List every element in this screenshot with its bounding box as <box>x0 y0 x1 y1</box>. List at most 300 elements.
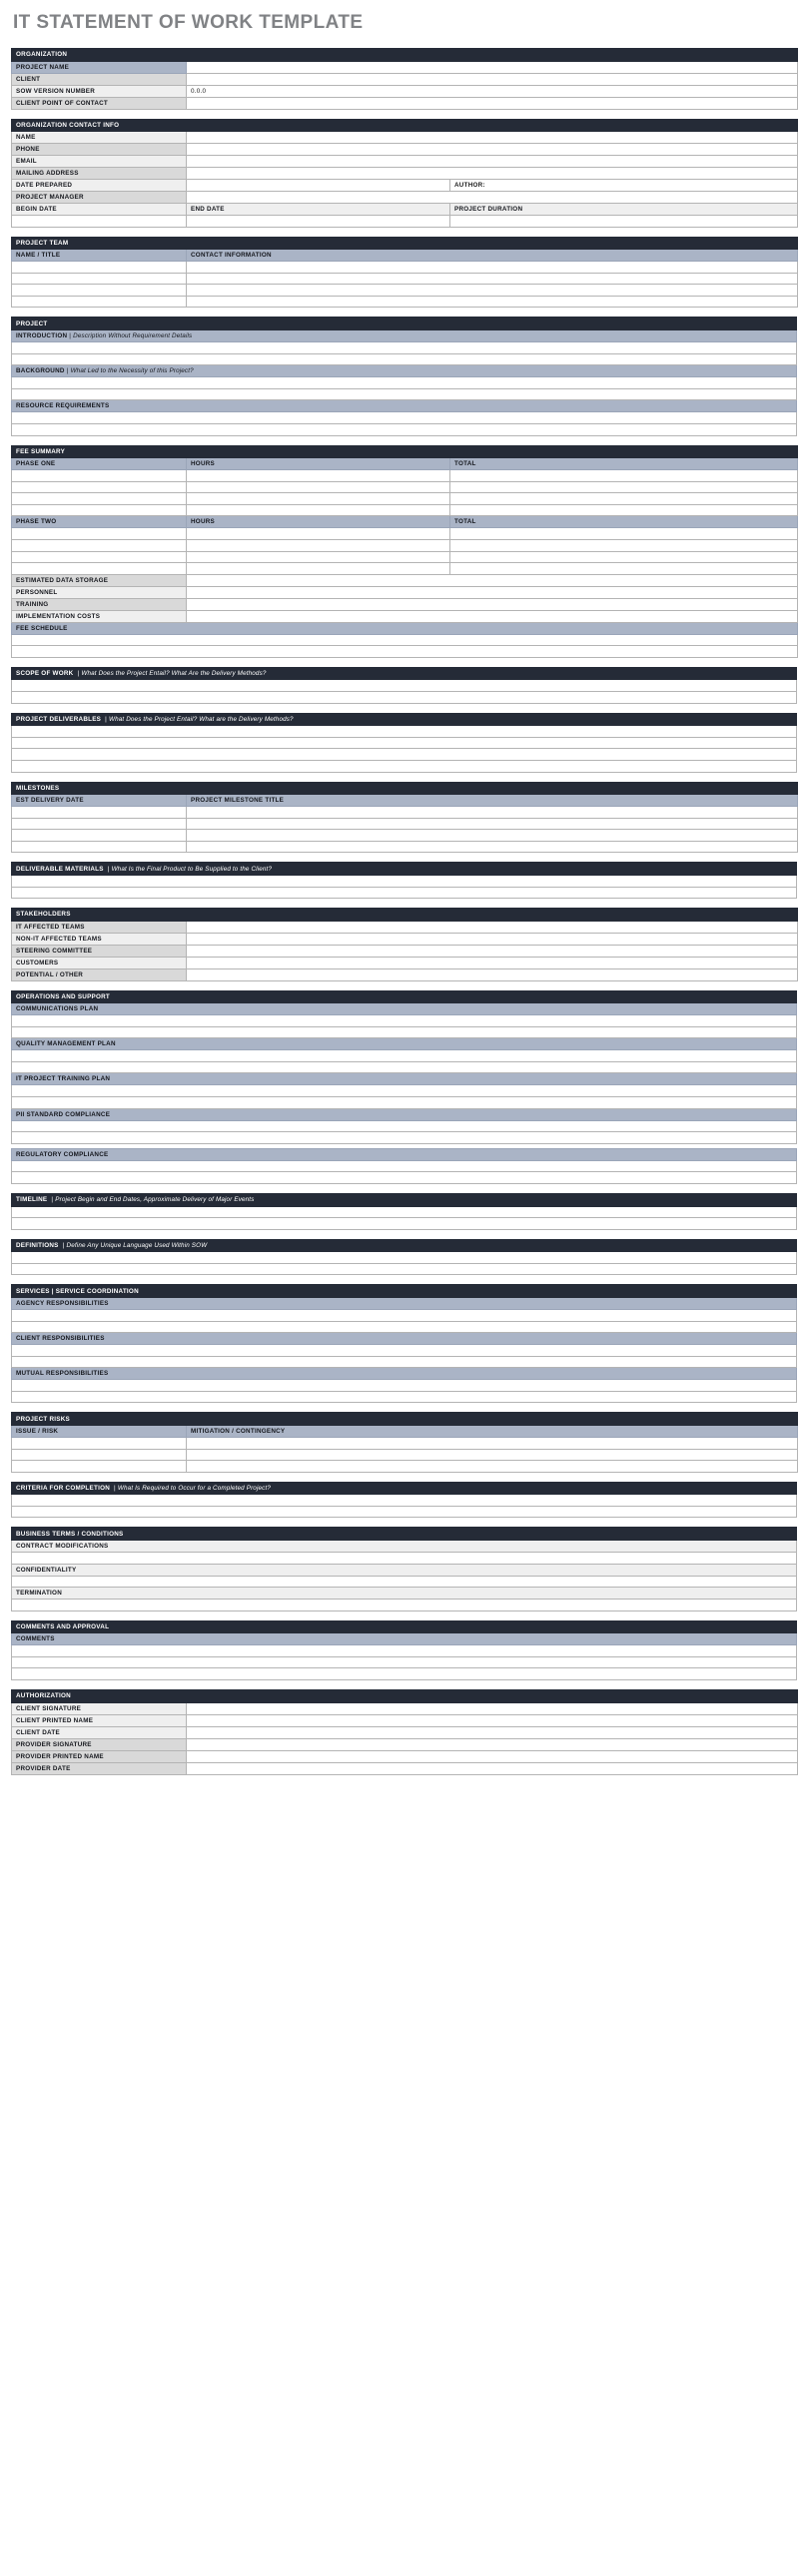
table-row <box>12 945 798 957</box>
column-header-phase-two: PHASE TWO <box>12 516 187 528</box>
section-header-criteria-for-completion <box>12 1482 797 1495</box>
table-row <box>12 841 798 853</box>
table-row <box>12 1413 798 1426</box>
table-row <box>12 1702 798 1714</box>
table-row <box>12 1148 797 1160</box>
cell-milestone-date[interactable] <box>12 807 187 819</box>
table-row <box>12 1645 797 1657</box>
table-row <box>12 968 798 980</box>
table-row <box>12 1252 797 1264</box>
row-label-steering-committee: STEERING COMMITTEE <box>12 945 187 957</box>
row-label: EMAIL <box>12 156 187 168</box>
cell-team-contact[interactable] <box>187 296 798 308</box>
table-row <box>12 204 798 216</box>
scope-of-work-desc: What Does the Project Entail? What Are the Delivery Methods? <box>81 670 267 678</box>
cell-phase-one-total[interactable] <box>450 481 798 493</box>
cell-risk-mitigation[interactable] <box>187 1461 798 1473</box>
resource-requirements-input-line-2[interactable] <box>12 423 797 435</box>
project-team-table <box>11 237 798 309</box>
project-deliverables-input-line-1[interactable] <box>12 726 797 738</box>
column-header-hours: HOURS <box>187 458 450 470</box>
cell-phase-one-item[interactable] <box>12 493 187 505</box>
table-row <box>12 680 797 692</box>
section-header-project-deliverables <box>12 713 797 726</box>
timeline-input-line-1[interactable] <box>12 1206 797 1218</box>
cell-phase-two-hours[interactable] <box>187 540 450 552</box>
table-row <box>12 1437 798 1449</box>
introduction-input-line-1[interactable] <box>12 341 797 353</box>
stakeholders-table <box>11 908 798 981</box>
table-row <box>12 737 797 749</box>
table-row <box>12 1738 798 1750</box>
communications-plan-input-line-1[interactable] <box>12 1015 797 1027</box>
row-value-provider-date[interactable] <box>187 1762 798 1774</box>
table-row <box>12 1297 797 1309</box>
introduction-input-line-2[interactable] <box>12 353 797 365</box>
column-header-project-milestone-title: PROJECT MILESTONE TITLE <box>187 795 798 807</box>
table-row <box>12 1449 798 1461</box>
cell-milestone-title[interactable] <box>187 807 798 819</box>
cell-phase-one-item[interactable] <box>12 504 187 516</box>
cell-phase-two-item[interactable] <box>12 540 187 552</box>
sub-header-communications-plan: COMMUNICATIONS PLAN <box>12 1003 797 1015</box>
cell-team-contact[interactable] <box>187 262 798 274</box>
cell-phase-two-total[interactable] <box>450 563 798 575</box>
table-row <box>12 830 798 842</box>
table-row <box>12 1633 797 1645</box>
table-row <box>12 192 798 204</box>
introduction-label: INTRODUCTION <box>16 331 68 339</box>
row-value-email[interactable] <box>187 156 798 168</box>
timeline-input-line-2[interactable] <box>12 1218 797 1230</box>
row-value-customers[interactable] <box>187 957 798 968</box>
section-header-timeline <box>12 1194 797 1207</box>
table-row <box>12 646 798 658</box>
table-row <box>12 400 797 412</box>
cell-milestone-date[interactable] <box>12 830 187 842</box>
row-label: MAILING ADDRESS <box>12 168 187 180</box>
cell-team-contact[interactable] <box>187 273 798 285</box>
cell-phase-two-item[interactable] <box>12 551 187 563</box>
row-label-project-manager: PROJECT MANAGER <box>12 192 187 204</box>
row-value-implementation-costs[interactable] <box>187 610 798 622</box>
table-row <box>12 1333 797 1345</box>
project-deliverables-input-line-3[interactable] <box>12 749 797 761</box>
scope-of-work-input-line-1[interactable] <box>12 680 797 692</box>
table-row <box>12 1588 797 1600</box>
column-header-name-title: NAME / TITLE <box>12 250 187 262</box>
table-row <box>12 1620 797 1633</box>
row-value-potential-other[interactable] <box>187 968 798 980</box>
table-row <box>12 1085 797 1097</box>
comments-input-line-2[interactable] <box>12 1656 797 1668</box>
timeline-table <box>11 1193 797 1230</box>
cell-phase-two-item[interactable] <box>12 528 187 540</box>
project-deliverables-label: PROJECT DELIVERABLES <box>16 715 102 723</box>
column-header-mitigation-contingency: MITIGATION / CONTINGENCY <box>187 1425 798 1437</box>
project-deliverables-input-line-4[interactable] <box>12 760 797 772</box>
row-label-non-it-affected-teams: NON-IT AFFECTED TEAMS <box>12 933 187 945</box>
quality-management-plan-input-line-2[interactable] <box>12 1061 797 1073</box>
table-row <box>12 598 798 610</box>
cell-risk-mitigation[interactable] <box>187 1437 798 1449</box>
cell-phase-two-hours[interactable] <box>187 551 450 563</box>
table-row <box>12 49 798 62</box>
table-row <box>12 540 798 552</box>
deliverable-materials-input-line-1[interactable] <box>12 875 797 887</box>
row-value-provider-signature[interactable] <box>187 1738 798 1750</box>
table-row <box>12 622 798 634</box>
row-value-project-name[interactable] <box>187 61 798 73</box>
row-value-estimated-data-storage[interactable] <box>187 574 798 586</box>
table-row <box>12 470 798 482</box>
definitions-input-line-1[interactable] <box>12 1252 797 1264</box>
separator-pipe: | <box>69 331 72 339</box>
page-title: IT STATEMENT OF WORK TEMPLATE <box>13 12 364 33</box>
table-row <box>12 990 797 1003</box>
cell-risk-issue[interactable] <box>12 1449 187 1461</box>
fee-schedule-input-line-1[interactable] <box>12 634 798 646</box>
table-row <box>12 1120 797 1132</box>
deliverable-materials-input-line-2[interactable] <box>12 887 797 899</box>
background-label: BACKGROUND <box>16 367 65 375</box>
cell-phase-one-hours[interactable] <box>187 470 450 482</box>
row-label: NAME <box>12 132 187 144</box>
row-label: CLIENT <box>12 73 187 85</box>
table-row <box>12 1003 797 1015</box>
table-row <box>12 528 798 540</box>
separator-pipe: | <box>66 367 69 375</box>
table-row <box>12 634 798 646</box>
pii-standard-compliance-input-line-2[interactable] <box>12 1132 797 1144</box>
table-row <box>12 1762 798 1774</box>
sub-header-comments: COMMENTS <box>12 1633 797 1645</box>
timeline-label: TIMELINE <box>16 1196 48 1204</box>
regulatory-compliance-input-line-1[interactable] <box>12 1160 797 1172</box>
row-value-sow-version[interactable]: 0.0.0 <box>187 85 798 97</box>
separator-pipe: | <box>105 865 110 873</box>
table-row <box>12 1656 797 1668</box>
sub-header-contract-modifications: CONTRACT MODIFICATIONS <box>12 1540 797 1552</box>
it-project-training-plan-input-line-1[interactable] <box>12 1085 797 1097</box>
comments-input-line-1[interactable] <box>12 1645 797 1657</box>
table-row <box>12 875 797 887</box>
row-label: PHONE <box>12 144 187 156</box>
scope-of-work-label: SCOPE OF WORK <box>16 670 74 678</box>
cell-team-name[interactable] <box>12 262 187 274</box>
table-row <box>12 1576 797 1588</box>
row-label-date-prepared: DATE PREPARED <box>12 180 187 192</box>
sub-header-background <box>12 365 797 377</box>
section-header-fee-summary: FEE SUMMARY <box>12 445 798 458</box>
row-value-project-duration[interactable] <box>450 216 798 228</box>
cell-milestone-date[interactable] <box>12 841 187 853</box>
definitions-input-line-2[interactable] <box>12 1263 797 1275</box>
table-row <box>12 1061 797 1073</box>
criteria-for-completion-desc: What Is Required to Occur for a Completed Project? <box>117 1485 272 1492</box>
row-label-training: TRAINING <box>12 598 187 610</box>
column-header-total: TOTAL <box>450 516 798 528</box>
row-label-personnel: PERSONNEL <box>12 586 187 598</box>
cell-team-name[interactable] <box>12 285 187 297</box>
section-header-business-terms: BUSINESS TERMS / CONDITIONS <box>12 1528 797 1541</box>
table-row <box>12 1285 797 1298</box>
table-row <box>12 1564 797 1576</box>
table-row <box>12 1368 797 1380</box>
row-value-project-manager[interactable] <box>187 192 798 204</box>
it-project-training-plan-input-line-2[interactable] <box>12 1097 797 1109</box>
sub-header-pii-standard-compliance: PII STANDARD COMPLIANCE <box>12 1108 797 1120</box>
table-row <box>12 144 798 156</box>
table-row <box>12 237 798 250</box>
sub-header-mutual-responsibilities: MUTUAL RESPONSIBILITIES <box>12 1368 797 1380</box>
row-value-client[interactable] <box>187 73 798 85</box>
criteria-for-completion-input-line-1[interactable] <box>12 1495 797 1507</box>
table-row <box>12 818 798 830</box>
scope-of-work-input-line-2[interactable] <box>12 692 797 704</box>
table-row <box>12 760 797 772</box>
background-input-line-1[interactable] <box>12 377 797 389</box>
section-header-definitions <box>12 1239 797 1252</box>
cell-milestone-title[interactable] <box>187 830 798 842</box>
column-header-est-delivery-date: EST DELIVERY DATE <box>12 795 187 807</box>
table-row <box>12 863 797 876</box>
cell-phase-two-hours[interactable] <box>187 528 450 540</box>
mutual-responsibilities-input-line-2[interactable] <box>12 1391 797 1403</box>
table-row <box>12 957 798 968</box>
table-row <box>12 1690 798 1703</box>
cell-phase-two-hours[interactable] <box>187 563 450 575</box>
cell-phase-one-total[interactable] <box>450 470 798 482</box>
table-row <box>12 156 798 168</box>
table-row <box>12 551 798 563</box>
section-header-comments-and-approval: COMMENTS AND APPROVAL <box>12 1620 797 1633</box>
table-row <box>12 353 797 365</box>
column-header-total: TOTAL <box>450 458 798 470</box>
table-row <box>12 1482 797 1495</box>
cell-risk-issue[interactable] <box>12 1437 187 1449</box>
row-value-provider-printed-name[interactable] <box>187 1750 798 1762</box>
table-row <box>12 1194 797 1207</box>
cell-phase-two-total[interactable] <box>450 540 798 552</box>
table-row <box>12 1309 797 1321</box>
termination-input-line-1[interactable] <box>12 1600 797 1611</box>
row-value-training[interactable] <box>187 598 798 610</box>
table-row <box>12 341 797 353</box>
table-row <box>12 667 797 680</box>
separator-pipe: | <box>103 715 108 723</box>
table-row <box>12 216 798 228</box>
table-row <box>12 807 798 819</box>
table-row <box>12 921 798 933</box>
row-value-phone[interactable] <box>187 144 798 156</box>
cell-phase-one-total[interactable] <box>450 504 798 516</box>
business-terms-table <box>11 1527 797 1610</box>
row-value-date-prepared[interactable] <box>187 180 450 192</box>
row-value-it-affected-teams[interactable] <box>187 921 798 933</box>
section-header-milestones: MILESTONES <box>12 782 798 795</box>
contract-modifications-input-line-1[interactable] <box>12 1552 797 1564</box>
project-deliverables-desc: What Does the Project Entail? What are the Delivery Methods? <box>109 715 294 723</box>
row-value-client-printed-name[interactable] <box>187 1714 798 1726</box>
separator-pipe: | <box>75 670 80 678</box>
cell-phase-one-hours[interactable] <box>187 481 450 493</box>
separator-pipe: | <box>112 1485 116 1492</box>
regulatory-compliance-input-line-2[interactable] <box>12 1172 797 1184</box>
client-responsibilities-input-line-1[interactable] <box>12 1345 797 1357</box>
section-header-stakeholders: STAKEHOLDERS <box>12 909 798 922</box>
row-value-name[interactable] <box>187 132 798 144</box>
cell-phase-two-total[interactable] <box>450 528 798 540</box>
row-value-client-poc[interactable] <box>187 97 798 109</box>
table-row <box>12 1108 797 1120</box>
resource-requirements-input-line-1[interactable] <box>12 412 797 424</box>
pii-standard-compliance-input-line-1[interactable] <box>12 1120 797 1132</box>
table-row <box>12 481 798 493</box>
row-value-client-date[interactable] <box>187 1726 798 1738</box>
cell-phase-two-total[interactable] <box>450 551 798 563</box>
communications-plan-input-line-2[interactable] <box>12 1026 797 1038</box>
background-input-line-2[interactable] <box>12 388 797 400</box>
table-row <box>12 749 797 761</box>
table-row <box>12 1132 797 1144</box>
table-row <box>12 887 797 899</box>
table-row <box>12 504 798 516</box>
table-row <box>12 1172 797 1184</box>
row-label-author[interactable]: AUTHOR: <box>450 180 798 192</box>
sub-header-fee-schedule: FEE SCHEDULE <box>12 622 798 634</box>
table-row <box>12 1218 797 1230</box>
table-row <box>12 168 798 180</box>
table-row <box>12 262 798 274</box>
cell-phase-one-hours[interactable] <box>187 504 450 516</box>
row-value-end-date[interactable] <box>187 216 450 228</box>
table-row <box>12 318 797 330</box>
row-value-steering-committee[interactable] <box>187 945 798 957</box>
cell-risk-issue[interactable] <box>12 1461 187 1473</box>
table-row <box>12 516 798 528</box>
cell-phase-two-item[interactable] <box>12 563 187 575</box>
fee-summary-table <box>11 445 798 658</box>
client-responsibilities-input-line-2[interactable] <box>12 1356 797 1368</box>
comments-and-approval-table <box>11 1620 797 1680</box>
table-row <box>12 273 798 285</box>
introduction-desc: Description Without Requirement Details <box>73 331 193 339</box>
table-row <box>12 1552 797 1564</box>
row-value-mailing-address[interactable] <box>187 168 798 180</box>
table-row <box>12 1726 798 1738</box>
cell-phase-one-total[interactable] <box>450 493 798 505</box>
table-row <box>12 61 798 73</box>
scope-of-work-table <box>11 667 797 704</box>
table-row <box>12 412 797 424</box>
separator-pipe: | <box>49 1196 54 1204</box>
agency-responsibilities-input-line-2[interactable] <box>12 1321 797 1333</box>
table-row <box>12 1239 797 1252</box>
row-label-customers: CUSTOMERS <box>12 957 187 968</box>
agency-responsibilities-input-line-1[interactable] <box>12 1309 797 1321</box>
section-header-project-team: PROJECT TEAM <box>12 237 798 250</box>
table-row <box>12 782 798 795</box>
fee-schedule-input-line-2[interactable] <box>12 646 798 658</box>
table-row <box>12 586 798 598</box>
row-value-client-signature[interactable] <box>187 1702 798 1714</box>
column-header-hours: HOURS <box>187 516 450 528</box>
milestones-table <box>11 782 798 854</box>
row-label-implementation-costs: IMPLEMENTATION COSTS <box>12 610 187 622</box>
project-table <box>11 317 797 435</box>
table-row <box>12 1600 797 1611</box>
table-row <box>12 445 798 458</box>
organization-contact-info-table <box>11 119 798 228</box>
section-header-scope-of-work <box>12 667 797 680</box>
criteria-for-completion-label: CRITERIA FOR COMPLETION <box>16 1485 111 1492</box>
table-row <box>12 119 798 132</box>
table-row <box>12 458 798 470</box>
table-row <box>12 1263 797 1275</box>
table-row <box>12 909 798 922</box>
cell-phase-one-item[interactable] <box>12 470 187 482</box>
table-row <box>12 933 798 945</box>
column-header-phase-one: PHASE ONE <box>12 458 187 470</box>
table-row <box>12 1750 798 1762</box>
table-row <box>12 388 797 400</box>
sub-header-introduction <box>12 329 797 341</box>
quality-management-plan-input-line-1[interactable] <box>12 1050 797 1062</box>
table-row <box>12 1425 798 1437</box>
deliverable-materials-label: DELIVERABLE MATERIALS <box>16 865 104 873</box>
table-row <box>12 1668 797 1680</box>
section-header-project-risks: PROJECT RISKS <box>12 1413 798 1426</box>
confidentiality-input-line-1[interactable] <box>12 1576 797 1588</box>
cell-milestone-title[interactable] <box>187 841 798 853</box>
cell-risk-mitigation[interactable] <box>187 1449 798 1461</box>
row-value-begin-date[interactable] <box>12 216 187 228</box>
table-row <box>12 250 798 262</box>
sub-header-regulatory-compliance: REGULATORY COMPLIANCE <box>12 1148 797 1160</box>
cell-phase-one-hours[interactable] <box>187 493 450 505</box>
services-table <box>11 1284 797 1403</box>
table-row <box>12 1380 797 1392</box>
cell-team-name[interactable] <box>12 296 187 308</box>
cell-milestone-date[interactable] <box>12 818 187 830</box>
table-row <box>12 73 798 85</box>
section-header-project: PROJECT <box>12 318 797 330</box>
table-row <box>12 610 798 622</box>
row-label-client-printed-name: CLIENT PRINTED NAME <box>12 1714 187 1726</box>
comments-input-line-3[interactable] <box>12 1668 797 1680</box>
row-value-non-it-affected-teams[interactable] <box>187 933 798 945</box>
section-header-operations-and-support: OPERATIONS AND SUPPORT <box>12 990 797 1003</box>
table-row <box>12 1540 797 1552</box>
table-row <box>12 1321 797 1333</box>
mutual-responsibilities-input-line-1[interactable] <box>12 1380 797 1392</box>
sub-header-agency-responsibilities: AGENCY RESPONSIBILITIES <box>12 1297 797 1309</box>
table-row <box>12 795 798 807</box>
criteria-for-completion-input-line-2[interactable] <box>12 1506 797 1518</box>
section-header-organization-contact-info: ORGANIZATION CONTACT INFO <box>12 119 798 132</box>
cell-phase-one-item[interactable] <box>12 481 187 493</box>
table-row <box>12 1356 797 1368</box>
table-row <box>12 285 798 297</box>
project-deliverables-input-line-2[interactable] <box>12 737 797 749</box>
cell-team-name[interactable] <box>12 273 187 285</box>
cell-team-contact[interactable] <box>187 285 798 297</box>
table-row <box>12 296 798 308</box>
cell-milestone-title[interactable] <box>187 818 798 830</box>
row-value-personnel[interactable] <box>187 586 798 598</box>
table-row <box>12 180 798 192</box>
